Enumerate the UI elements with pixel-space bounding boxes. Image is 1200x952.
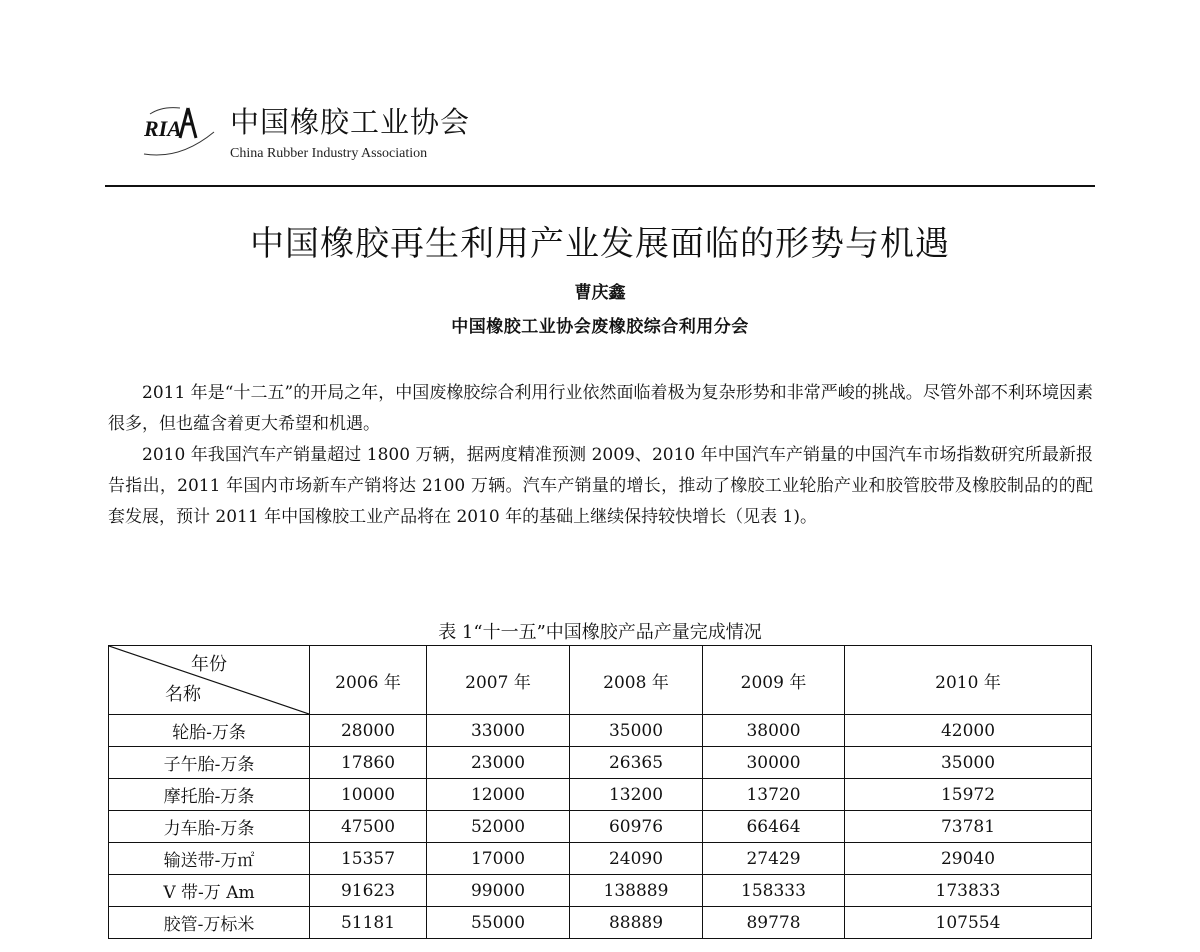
table-cell: 73781 [845,811,1092,843]
ria-logo-icon [140,98,230,164]
table-row [109,907,1092,939]
table-cell: 51181 [310,907,427,939]
table-cell: 52000 [427,811,570,843]
table-cell: 107554 [845,907,1092,939]
table-cell: 12000 [427,779,570,811]
table-cell: 99000 [427,875,570,907]
table-row [109,843,1092,875]
table-cell: 27429 [703,843,845,875]
row-name: 子午胎-万条 [109,747,310,779]
table-cell: 30000 [703,747,845,779]
year-header: 2006 年 [310,646,427,715]
table-cell: 33000 [427,715,570,747]
table-cell: 29040 [845,843,1092,875]
row-name: 力车胎-万条 [109,811,310,843]
table-row [109,715,1092,747]
table-cell: 26365 [570,747,703,779]
table-cell: 10000 [310,779,427,811]
table-cell: 55000 [427,907,570,939]
org-name-en: China Rubber Industry Association [230,146,428,161]
table-cell: 28000 [310,715,427,747]
year-header: 2008 年 [570,646,703,715]
row-name: 轮胎-万条 [109,715,310,747]
row-name: 输送带-万㎡ [109,843,310,875]
table-cell: 23000 [427,747,570,779]
table-cell: 42000 [845,715,1092,747]
production-table [108,645,1092,939]
table-cell: 89778 [703,907,845,939]
table-cell: 88889 [570,907,703,939]
table-header-row [109,646,1092,715]
table-row [109,811,1092,843]
logo-text: RIA [144,116,182,141]
year-header: 2007 年 [427,646,570,715]
table-cell: 158333 [703,875,845,907]
corner-name-label: 名称 [165,684,201,705]
corner-header [109,646,310,715]
row-name: 胶管-万标米 [109,907,310,939]
table-cell: 15357 [310,843,427,875]
table-cell: 47500 [310,811,427,843]
year-header: 2010 年 [845,646,1092,715]
article-author: 曹庆鑫 [574,283,626,303]
table-caption: 表 1“十一五”中国橡胶产品产量完成情况 [438,622,762,643]
table-cell: 15972 [845,779,1092,811]
table-cell: 38000 [703,715,845,747]
header-divider [105,185,1095,187]
article-affiliation: 中国橡胶工业协会废橡胶综合利用分会 [451,317,749,337]
paragraph-1: 2011 年是“十二五”的开局之年，中国废橡胶综合利用行业依然面临着极为复杂形势和非常严峻的挑战。尽管外部不利环境因素很多，但也蕴含着更大希望和机遇。 [108,383,1093,434]
row-name: 摩托胎-万条 [109,779,310,811]
table-cell: 60976 [570,811,703,843]
corner-year-label: 年份 [191,654,227,675]
table-cell: 138889 [570,875,703,907]
table-row [109,747,1092,779]
table-cell: 17860 [310,747,427,779]
table-cell: 24090 [570,843,703,875]
table-cell: 35000 [845,747,1092,779]
table-cell: 17000 [427,843,570,875]
ria-logo [140,98,230,164]
table-row [109,875,1092,907]
table-cell: 13720 [703,779,845,811]
row-name: V 带-万 Am [109,875,310,907]
org-name-cn: 中国橡胶工业协会 [230,105,471,139]
paragraph-2: 2010 年我国汽车产销量超过 1800 万辆，据两度精准预测 2009、2010 年中国汽车产销量的中国汽车市场指数研究所最新报告指出，2011 年国内市场新车产销将达 2100 万辆。汽车产销量的增长，推动了橡胶工业轮胎产业和胶管胶带及橡胶制品的的配套发展，预计 2011 年中国橡胶工业产品将在 2010 年的基础上继续保持较快增长（见表 1)。 [108,445,1093,527]
year-header: 2009 年 [703,646,845,715]
table-cell: 91623 [310,875,427,907]
table-row [109,779,1092,811]
table-cell: 173833 [845,875,1092,907]
table-cell: 35000 [570,715,703,747]
table-cell: 66464 [703,811,845,843]
article-title: 中国橡胶再生利用产业发展面临的形势与机遇 [250,224,950,264]
article-body [108,378,1093,533]
table-cell: 13200 [570,779,703,811]
